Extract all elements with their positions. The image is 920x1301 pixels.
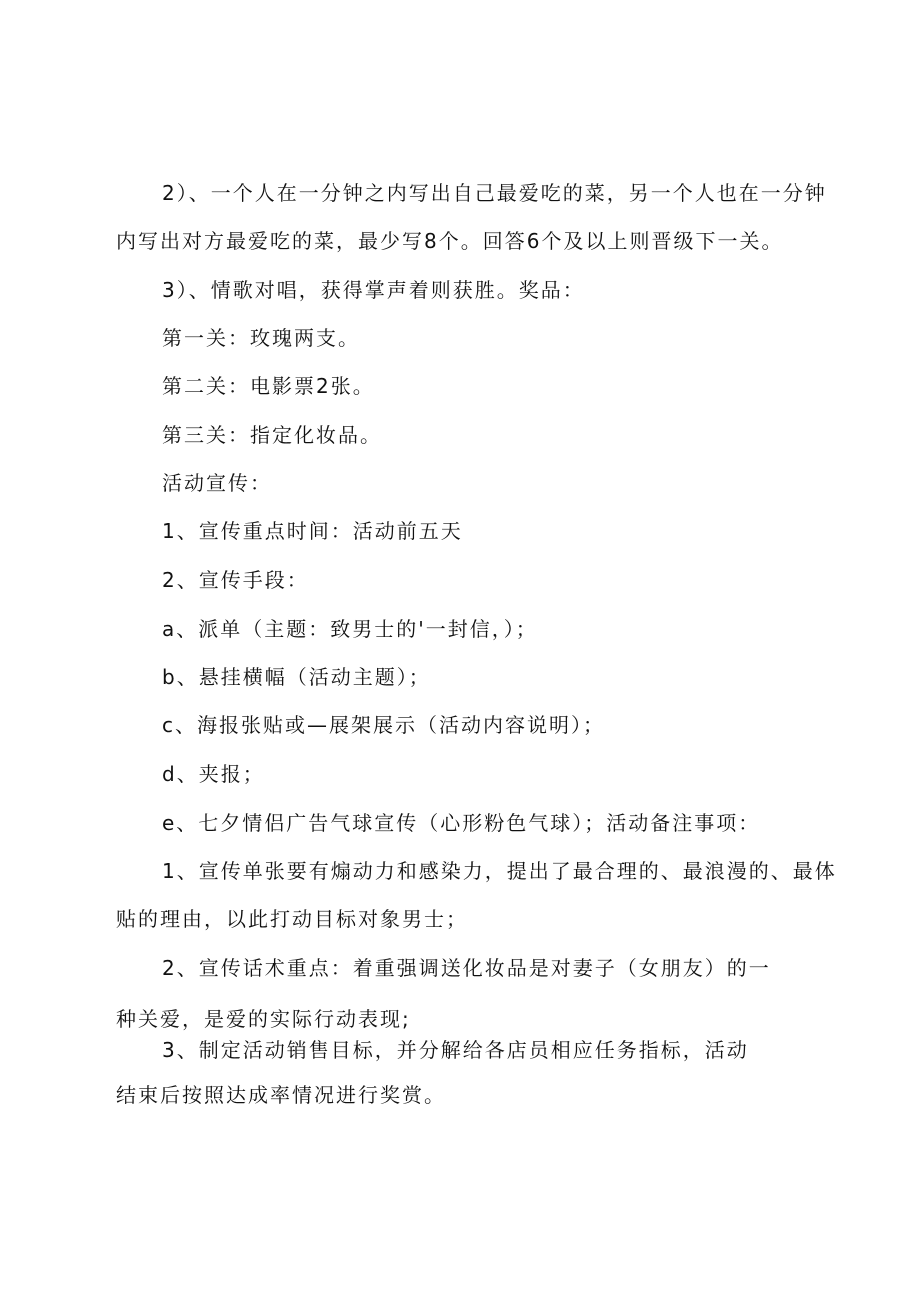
paragraph-line-10: a、派单（主题：致男士的'一封信，）； (162, 617, 538, 641)
paragraph-line-14: e、七夕情侣广告气球宣传（心形粉色气球）；活动备注事项： (162, 811, 761, 835)
paragraph-line-4: 第一关：玫瑰两支。 (162, 326, 360, 350)
paragraph-line-18: 种关爱，是爱的实际行动表现; (116, 1007, 411, 1031)
paragraph-line-16: 贴的理由，以此打动目标对象男士； (116, 907, 468, 931)
paragraph-line-2: 内写出对方最爱吃的菜，最少写8个。回答6个及以上则晋级下一关。 (116, 229, 784, 253)
paragraph-line-12: c、海报张贴或—展架展示（活动内容说明）； (162, 713, 605, 737)
paragraph-line-9: 2、宣传手段： (162, 568, 309, 592)
paragraph-line-17: 2、宣传话术重点：着重强调送化妆品是对妻子（女朋友）的一 (162, 956, 771, 980)
paragraph-line-15: 1、宣传单张要有煽动力和感染力，提出了最合理的、最浪漫的、最体 (162, 859, 837, 883)
paragraph-line-1: 2）、一个人在一分钟之内写出自己最爱吃的菜，另一个人也在一分钟 (162, 181, 827, 205)
section-heading: 活动宣传： (162, 471, 272, 495)
paragraph-line-5: 第二关：电影票2张。 (162, 374, 375, 398)
paragraph-line-19: 3、制定活动销售目标，并分解给各店员相应任务指标，活动 (162, 1038, 749, 1062)
paragraph-line-6: 第三关：指定化妆品。 (162, 423, 382, 447)
paragraph-line-8: 1、宣传重点时间：活动前五天 (162, 519, 463, 543)
paragraph-line-13: d、夹报； (162, 762, 265, 786)
paragraph-line-20: 结束后按照达成率情况进行奖赏。 (116, 1083, 446, 1107)
paragraph-line-3: 3）、情歌对唱，获得掌声着则获胜。奖品： (162, 278, 585, 302)
paragraph-line-11: b、悬挂横幅（活动主题）； (162, 665, 431, 689)
